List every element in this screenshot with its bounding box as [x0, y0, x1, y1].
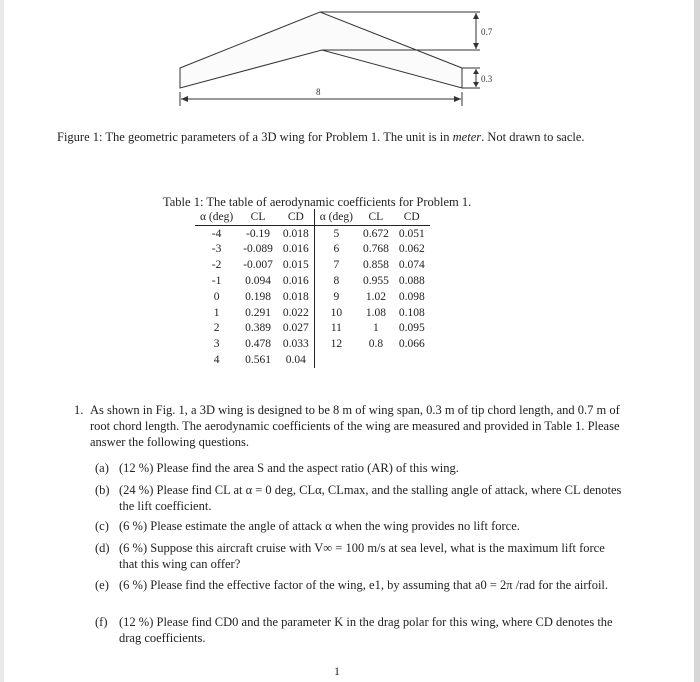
figure-caption-unit: meter — [452, 130, 482, 144]
tip-arrow-top — [473, 69, 479, 74]
table-cell: 0.389 — [245, 322, 271, 335]
wing-figure — [0, 0, 700, 120]
table-cell: 3 — [213, 338, 220, 351]
tip-arrow-bottom — [473, 82, 479, 87]
table-row — [195, 242, 430, 258]
figure-caption-label: Figure 1: — [57, 130, 103, 144]
table-cell: 1.08 — [365, 306, 386, 319]
table-cell: -1 — [211, 275, 222, 288]
question-text: (6 %) Please find the effective factor of the wing, e1, by assuming that a0 = 2π /rad for the airfoil. — [119, 578, 609, 592]
question-label: (c) — [95, 519, 109, 533]
table-cell: -0.007 — [243, 259, 273, 272]
question-text: (12 %) Please find CD0 and the parameter K in the drag polar for this wing, where CD denotes the drag coefficients. — [119, 615, 613, 645]
table-cell: 1 — [213, 306, 220, 319]
table-cell: 7 — [333, 259, 340, 272]
table-cell: -2 — [211, 259, 222, 272]
question-text: (12 %) Please find the area S and the aspect ratio (AR) of this wing. — [119, 461, 459, 475]
span-label: 8 — [316, 87, 321, 97]
question-label: (b) — [95, 483, 110, 497]
table-cell: 0.018 — [278, 289, 314, 305]
table-cell: 4 — [213, 354, 220, 367]
table-cell: 0.018 — [278, 225, 314, 241]
question-label: (d) — [95, 541, 110, 555]
table-cell: 0.672 — [362, 227, 389, 240]
table-cell: 0.04 — [278, 352, 314, 368]
table-cell: 0.098 — [398, 290, 425, 303]
table-cell: -4 — [211, 227, 222, 240]
coefficient-table — [195, 209, 430, 368]
table-cell: 1.02 — [365, 290, 386, 303]
table-cell: 0.033 — [278, 336, 314, 352]
table-cell: 9 — [333, 290, 340, 303]
table-cell — [314, 352, 358, 368]
table-cell: -0.089 — [243, 243, 273, 256]
table-cell: 2 — [213, 322, 220, 335]
table-cell — [394, 352, 430, 368]
table-cell: 10 — [330, 306, 343, 319]
table-cell — [358, 352, 394, 368]
table-cell: 0.027 — [278, 321, 314, 337]
question-text: (6 %) Please estimate the angle of attack α when the wing provides no lift force. — [119, 519, 520, 533]
span-arrow-right — [454, 96, 461, 102]
table-cell: 0.291 — [245, 306, 271, 319]
header-cell: CL — [238, 209, 278, 225]
table-cell: 0.8 — [368, 338, 384, 351]
figure-caption — [57, 128, 627, 146]
table-cell: 5 — [333, 227, 340, 240]
table-cell: 0.955 — [362, 275, 389, 288]
root-arrow-top — [473, 13, 479, 19]
table-cell: 0.095 — [398, 322, 425, 335]
figure-caption-text: The geometric parameters of a 3D wing for Problem 1. The unit is in — [105, 130, 450, 144]
span-arrow-left — [181, 96, 188, 102]
table-cell: 6 — [333, 243, 340, 256]
table-row — [195, 352, 430, 368]
question-d — [95, 540, 625, 572]
table-cell: 0.074 — [398, 259, 425, 272]
table-row — [195, 273, 430, 289]
table-cell: 0.478 — [245, 338, 271, 351]
table-cell: 0.561 — [245, 354, 271, 367]
page-number: 1 — [334, 664, 340, 678]
header-cell: CL — [358, 209, 394, 225]
table-caption: Table 1: The table of aerodynamic coefficients for Problem 1. — [163, 195, 472, 209]
table-row — [195, 289, 430, 305]
table-cell: 0.066 — [398, 338, 425, 351]
root-chord-label: 0.7 — [481, 27, 493, 37]
question-label: (f) — [95, 615, 108, 629]
table-cell: 0.094 — [245, 275, 271, 288]
table-cell: 0.858 — [362, 259, 389, 272]
figure-caption-tail: . Not drawn to sacle. — [481, 130, 585, 144]
table-cell: -0.19 — [246, 227, 271, 240]
tip-chord-label: 0.3 — [481, 74, 493, 84]
table-cell: 0.016 — [278, 273, 314, 289]
table-cell: 0 — [213, 290, 220, 303]
problem-1 — [74, 402, 626, 450]
table-cell: 0.768 — [362, 243, 389, 256]
question-label: (e) — [95, 578, 109, 592]
question-text: (24 %) Please find CL at α = 0 deg, CLα, CLmax, and the stalling angle of attack, where CL denotes the lift coefficient. — [119, 483, 622, 513]
table-cell: 12 — [330, 338, 343, 351]
question-f — [95, 614, 625, 646]
table-header-row — [195, 209, 430, 225]
table-row — [195, 305, 430, 321]
table-row — [195, 321, 430, 337]
table-cell: 0.015 — [278, 257, 314, 273]
table-row — [195, 225, 430, 241]
table-cell: 11 — [330, 322, 342, 335]
table-row — [195, 336, 430, 352]
table-cell: 0.016 — [278, 242, 314, 258]
table-body — [195, 225, 430, 368]
header-cell: CD — [394, 209, 430, 225]
question-label: (a) — [95, 461, 109, 475]
table-cell: 8 — [333, 275, 340, 288]
question-c — [95, 518, 625, 534]
header-cell: α (deg) — [195, 209, 238, 225]
problem-number: 1. — [74, 403, 84, 417]
question-a — [95, 460, 625, 476]
table-cell: 0.198 — [245, 290, 271, 303]
table-row — [195, 257, 430, 273]
problem-intro: As shown in Fig. 1, a 3D wing is designed to be 8 m of wing span, 0.3 m of tip chord length, and 0.7 m of root chord length. The aerodynamic coefficients of the wing are measured and provided in Table 1. Please answer the following questions. — [90, 403, 620, 449]
question-e — [95, 577, 625, 593]
table-cell: -3 — [211, 243, 222, 256]
table-cell: 0.062 — [398, 243, 425, 256]
root-arrow-bottom — [473, 43, 479, 49]
table-cell: 0.051 — [398, 227, 425, 240]
question-text: (6 %) Suppose this aircraft cruise with V∞ = 100 m/s at sea level, what is the maximum lift force that this wing can offer? — [119, 541, 605, 571]
header-cell: CD — [278, 209, 314, 225]
table-cell: 0.108 — [398, 306, 425, 319]
table-cell: 1 — [373, 322, 379, 335]
header-cell: α (deg) — [314, 209, 358, 225]
table-cell: 0.022 — [278, 305, 314, 321]
table-cell: 0.088 — [398, 275, 425, 288]
question-b — [95, 482, 625, 514]
